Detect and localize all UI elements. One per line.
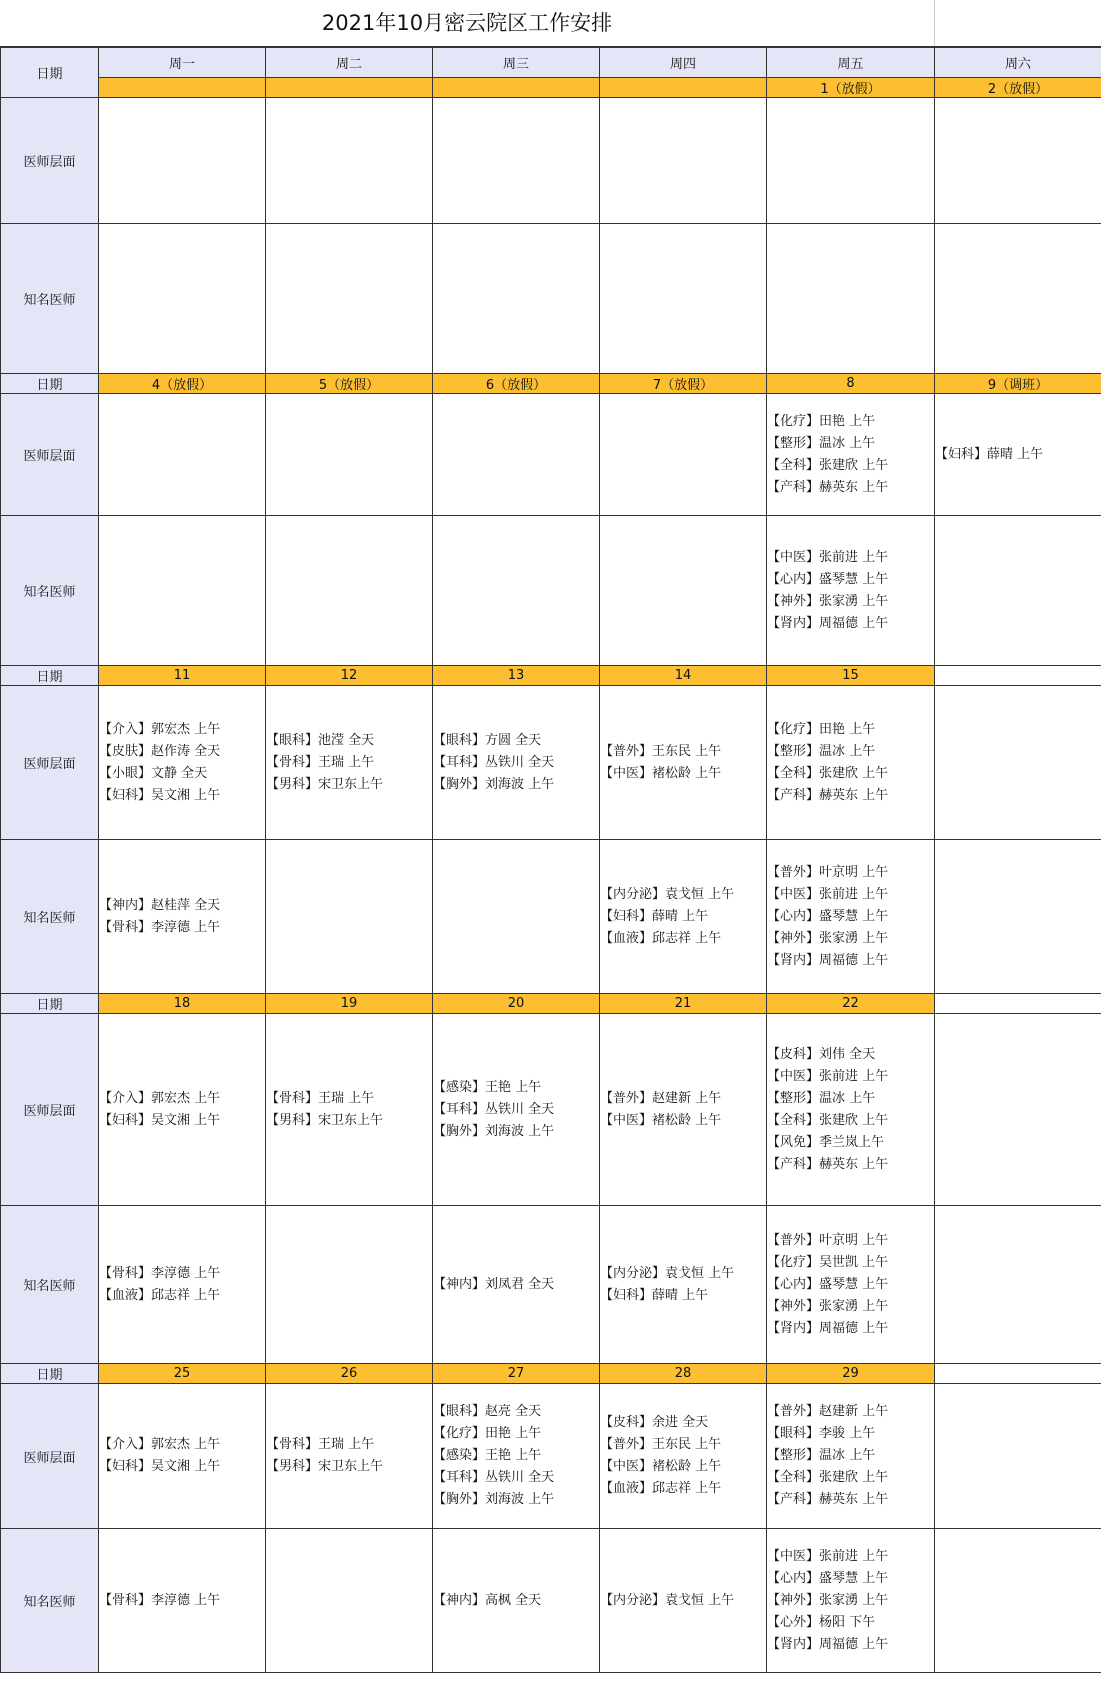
schedule-cell [433, 516, 600, 666]
schedule-cell [99, 394, 266, 516]
schedule-cell [767, 1384, 935, 1529]
date-label: 日期 [1, 374, 99, 394]
date-cell: 22 [767, 994, 935, 1014]
date-cell: 14 [600, 666, 767, 686]
schedule-entry: 【骨科】李淳德 上午 [99, 919, 221, 935]
schedule-entry: 【肾内】周福德 上午 [767, 1320, 889, 1336]
schedule-entry: 【妇科】薛晴 上午 [600, 908, 709, 924]
entry-list [99, 895, 265, 939]
schedule-entry: 【普外】赵建新 上午 [767, 1404, 889, 1419]
schedule-cell [266, 224, 433, 374]
date-row [1, 78, 1101, 98]
schedule-entry: 【整形】温冰 上午 [767, 743, 876, 759]
schedule-entry: 【眼科】方圆 全天 [433, 732, 542, 748]
schedule-entry: 【血液】邱志祥 上午 [600, 1481, 722, 1496]
date-cell [600, 78, 767, 98]
schedule-entry: 【神外】张家湧 上午 [767, 930, 889, 946]
schedule-entry: 【胸外】刘海波 上午 [433, 1123, 555, 1139]
entry-list [99, 1590, 265, 1612]
entry-list [600, 1412, 766, 1500]
schedule-entry: 【皮科】余进 全天 [600, 1415, 709, 1430]
entry-list [600, 884, 766, 950]
entry-list [99, 719, 265, 807]
schedule-cell [99, 98, 266, 224]
schedule-entry: 【中医】褚松龄 上午 [600, 1459, 722, 1474]
doctor-level-label: 医师层面 [1, 686, 99, 840]
schedule-entry: 【妇科】吴文湘 上午 [99, 1112, 221, 1128]
famous-doctor-label: 知名医师 [1, 840, 99, 994]
date-cell: 18 [99, 994, 266, 1014]
schedule-cell [266, 840, 433, 994]
schedule-entry: 【男科】宋卫东上午 [266, 1459, 384, 1474]
schedule-cell [433, 840, 600, 994]
entry-list [99, 1088, 265, 1132]
empty-cell [935, 840, 1101, 994]
schedule-entry: 【耳科】丛铁川 全天 [433, 1101, 555, 1117]
schedule-entry: 【妇科】薛晴 上午 [935, 446, 1044, 462]
schedule-cell [433, 224, 600, 374]
schedule-entry: 【普外】叶京明 上午 [767, 1232, 889, 1248]
entry-list [266, 1088, 432, 1132]
entry-list [935, 444, 1101, 466]
date-cell: 12 [266, 666, 433, 686]
entry-list [767, 862, 934, 972]
schedule-entry: 【全科】张建欣 上午 [767, 765, 889, 781]
date-cell: 7（放假） [600, 374, 767, 394]
schedule-cell [266, 98, 433, 224]
date-cell: 29 [767, 1364, 935, 1384]
date-cell: 13 [433, 666, 600, 686]
schedule-entry: 【男科】宋卫东上午 [266, 776, 384, 792]
schedule-entry: 【整形】温冰 上午 [767, 435, 876, 451]
weekday-header: 周一 [99, 48, 266, 78]
weekday-header-row [1, 48, 1101, 78]
schedule-cell [266, 516, 433, 666]
schedule-entry: 【妇科】吴文湘 上午 [99, 1459, 221, 1474]
schedule-entry: 【整形】温冰 上午 [767, 1090, 876, 1106]
schedule-cell [433, 1384, 600, 1529]
schedule-entry: 【肾内】周福德 上午 [767, 1636, 889, 1652]
schedule-entry: 【骨科】王瑞 上午 [266, 1090, 375, 1106]
schedule-cell [99, 224, 266, 374]
date-cell [266, 78, 433, 98]
schedule-entry: 【骨科】李淳德 上午 [99, 1265, 221, 1281]
famous-doctor-label: 知名医师 [1, 1529, 99, 1673]
schedule-entry: 【神内】刘凤君 全天 [433, 1276, 555, 1292]
schedule-entry: 【中医】张前进 上午 [767, 549, 889, 565]
schedule-entry: 【内分泌】袁戈恒 上午 [600, 886, 735, 902]
date-cell: 21 [600, 994, 767, 1014]
entry-list [767, 411, 934, 499]
schedule-cell [767, 686, 935, 840]
schedule-entry: 【神外】张家湧 上午 [767, 1298, 889, 1314]
schedule-entry: 【产科】赫英东 上午 [767, 1156, 889, 1172]
famous-doctor-label: 知名医师 [1, 516, 99, 666]
entry-list [433, 1274, 599, 1296]
schedule-entry: 【化疗】吴世凯 上午 [767, 1254, 889, 1270]
schedule-entry: 【眼科】池滢 全天 [266, 732, 375, 748]
schedule-cell [600, 1384, 767, 1529]
schedule-entry: 【眼科】赵亮 全天 [433, 1404, 542, 1419]
doctor-level-row [1, 394, 1101, 516]
date-row [1, 1364, 1101, 1384]
schedule-cell [935, 394, 1101, 516]
schedule-cell [600, 516, 767, 666]
schedule-cell [266, 1529, 433, 1673]
schedule-cell [767, 98, 935, 224]
schedule-cell [99, 1384, 266, 1529]
date-row [1, 374, 1101, 394]
title-row [0, 0, 1101, 47]
schedule-entry: 【肾内】周福德 上午 [767, 615, 889, 631]
schedule-entry: 【眼科】李骏 上午 [767, 1426, 876, 1441]
schedule-cell [935, 98, 1101, 224]
schedule-cell [433, 1529, 600, 1673]
weekday-header: 周二 [266, 48, 433, 78]
schedule-entry: 【整形】温冰 上午 [767, 1448, 876, 1463]
schedule-entry: 【耳科】丛铁川 全天 [433, 754, 555, 770]
date-cell: 15 [767, 666, 935, 686]
doctor-level-row [1, 1384, 1101, 1529]
schedule-cell [433, 1206, 600, 1364]
date-cell: 1（放假） [767, 78, 935, 98]
date-cell: 6（放假） [433, 374, 600, 394]
schedule-cell [600, 394, 767, 516]
famous-doctor-label: 知名医师 [1, 224, 99, 374]
schedule-entry: 【心外】杨阳 下午 [767, 1614, 876, 1630]
date-cell: 2（放假） [935, 78, 1101, 98]
doctor-level-row [1, 686, 1101, 840]
empty-cell [935, 1206, 1101, 1364]
empty-cell [935, 994, 1101, 1014]
schedule-entry: 【介入】郭宏杰 上午 [99, 721, 221, 737]
schedule-entry: 【小眼】文静 全天 [99, 765, 208, 781]
schedule-entry: 【普外】王东民 上午 [600, 1437, 722, 1452]
schedule-entry: 【中医】张前进 上午 [767, 886, 889, 902]
schedule-entry: 【感染】王艳 上午 [433, 1448, 542, 1463]
schedule-entry: 【中医】褚松龄 上午 [600, 1112, 722, 1128]
doctor-level-label: 医师层面 [1, 1384, 99, 1529]
schedule-cell [600, 1529, 767, 1673]
schedule-cell [767, 394, 935, 516]
schedule-entry: 【化疗】田艳 上午 [433, 1426, 542, 1441]
schedule-entry: 【皮科】刘伟 全天 [767, 1046, 876, 1062]
doctor-level-label: 医师层面 [1, 1014, 99, 1206]
date-cell: 27 [433, 1364, 600, 1384]
schedule-entry: 【中医】褚松龄 上午 [600, 765, 722, 781]
famous-doctor-row [1, 840, 1101, 994]
page-title: 2021年10月密云院区工作安排 [321, 11, 613, 35]
schedule-cell [600, 224, 767, 374]
weekday-header: 周三 [433, 48, 600, 78]
schedule-entry: 【胸外】刘海波 上午 [433, 1492, 555, 1507]
schedule-cell [600, 840, 767, 994]
weekday-header: 周六 [935, 48, 1101, 78]
schedule-cell [600, 686, 767, 840]
date-cell: 26 [266, 1364, 433, 1384]
famous-doctor-row [1, 1529, 1101, 1673]
date-cell: 4（放假） [99, 374, 266, 394]
schedule-entry: 【中医】张前进 上午 [767, 1068, 889, 1084]
empty-cell [935, 1364, 1101, 1384]
schedule-cell [266, 1206, 433, 1364]
date-row [1, 666, 1101, 686]
schedule-cell [99, 1529, 266, 1673]
schedule-entry: 【胸外】刘海波 上午 [433, 776, 555, 792]
schedule-entry: 【介入】郭宏杰 上午 [99, 1437, 221, 1452]
schedule-entry: 【骨科】王瑞 上午 [266, 754, 375, 770]
entry-list [600, 741, 766, 785]
schedule-cell [266, 686, 433, 840]
schedule-cell [935, 224, 1101, 374]
entry-list [99, 1434, 265, 1478]
schedule-cell [266, 394, 433, 516]
doctor-level-label: 医师层面 [1, 98, 99, 224]
schedule-cell [433, 394, 600, 516]
entry-list [767, 719, 934, 807]
schedule-cell [433, 1014, 600, 1206]
doctor-level-row [1, 98, 1101, 224]
schedule-entry: 【中医】张前进 上午 [767, 1548, 889, 1564]
schedule-entry: 【全科】张建欣 上午 [767, 1112, 889, 1128]
date-cell [99, 78, 266, 98]
schedule-entry: 【妇科】薛晴 上午 [600, 1287, 709, 1303]
entry-list [433, 1590, 599, 1612]
entry-list [266, 1434, 432, 1478]
schedule-cell [99, 1014, 266, 1206]
empty-cell [935, 1384, 1101, 1529]
schedule-entry: 【神外】张家湧 上午 [767, 593, 889, 609]
schedule-cell [767, 224, 935, 374]
schedule-entry: 【骨科】王瑞 上午 [266, 1437, 375, 1452]
schedule-cell [767, 516, 935, 666]
schedule-cell [600, 98, 767, 224]
schedule-entry: 【产科】赫英东 上午 [767, 787, 889, 803]
schedule-entry: 【男科】宋卫东上午 [266, 1112, 384, 1128]
schedule-cell [433, 98, 600, 224]
schedule-cell [99, 516, 266, 666]
famous-doctor-row [1, 224, 1101, 374]
schedule-cell [600, 1014, 767, 1206]
schedule-entry: 【神内】高枫 全天 [433, 1592, 542, 1608]
schedule-entry: 【普外】王东民 上午 [600, 743, 722, 759]
schedule-entry: 【产科】赫英东 上午 [767, 1492, 889, 1507]
empty-cell [935, 686, 1101, 840]
entry-list [767, 1401, 934, 1511]
entry-list [433, 1077, 599, 1143]
schedule-entry: 【血液】邱志祥 上午 [99, 1287, 221, 1303]
entry-list [600, 1263, 766, 1307]
empty-cell [935, 1529, 1101, 1673]
date-cell: 20 [433, 994, 600, 1014]
schedule-entry: 【心内】盛琴慧 上午 [767, 571, 889, 587]
schedule-entry: 【神内】赵桂萍 全天 [99, 897, 221, 913]
schedule-entry: 【介入】郭宏杰 上午 [99, 1090, 221, 1106]
date-label: 日期 [1, 666, 99, 686]
schedule-entry: 【产科】赫英东 上午 [767, 479, 889, 495]
entry-list [767, 1230, 934, 1340]
schedule-entry: 【全科】张建欣 上午 [767, 457, 889, 473]
schedule-entry: 【化疗】田艳 上午 [767, 721, 876, 737]
famous-doctor-row [1, 1206, 1101, 1364]
schedule-entry: 【皮肤】赵作涛 全天 [99, 743, 221, 759]
entry-list [767, 1044, 934, 1176]
schedule-entry: 【风免】季兰岚上午 [767, 1134, 885, 1150]
schedule-entry: 【全科】张建欣 上午 [767, 1470, 889, 1485]
date-cell: 5（放假） [266, 374, 433, 394]
schedule-cell [767, 1014, 935, 1206]
schedule-entry: 【内分泌】袁戈恒 上午 [600, 1592, 735, 1608]
schedule-cell [433, 686, 600, 840]
weekday-header: 周四 [600, 48, 767, 78]
schedule-cell [600, 1206, 767, 1364]
entry-list [99, 1263, 265, 1307]
schedule-entry: 【普外】赵建新 上午 [600, 1090, 722, 1106]
date-cell: 9（调班） [935, 374, 1101, 394]
entry-list [767, 1546, 934, 1656]
date-cell: 8 [767, 374, 935, 394]
date-label: 日期 [1, 994, 99, 1014]
date-cell: 19 [266, 994, 433, 1014]
schedule-cell [767, 840, 935, 994]
date-cell: 25 [99, 1364, 266, 1384]
schedule-entry: 【内分泌】袁戈恒 上午 [600, 1265, 735, 1281]
schedule-cell [935, 516, 1101, 666]
schedule-cell [767, 1529, 935, 1673]
schedule-cell [266, 1014, 433, 1206]
doctor-level-label: 医师层面 [1, 394, 99, 516]
date-cell: 11 [99, 666, 266, 686]
empty-cell [935, 1014, 1101, 1206]
doctor-level-row [1, 1014, 1101, 1206]
weekday-header: 周五 [767, 48, 935, 78]
schedule-cell [767, 1206, 935, 1364]
entry-list [266, 730, 432, 796]
schedule-cell [99, 686, 266, 840]
date-cell [433, 78, 600, 98]
schedule-cell [266, 1384, 433, 1529]
famous-doctor-row [1, 516, 1101, 666]
schedule-entry: 【普外】叶京明 上午 [767, 864, 889, 880]
title-cell-divider [934, 0, 935, 46]
schedule-entry: 【心内】盛琴慧 上午 [767, 1570, 889, 1586]
entry-list [433, 730, 599, 796]
schedule-entry: 【肾内】周福德 上午 [767, 952, 889, 968]
schedule-table [0, 47, 1101, 1673]
schedule-entry: 【神外】张家湧 上午 [767, 1592, 889, 1608]
date-label: 日期 [1, 1364, 99, 1384]
schedule-cell [99, 840, 266, 994]
empty-cell [935, 666, 1101, 686]
schedule-entry: 【妇科】吴文湘 上午 [99, 787, 221, 803]
schedule-entry: 【心内】盛琴慧 上午 [767, 908, 889, 924]
entry-list [600, 1088, 766, 1132]
entry-list [600, 1590, 766, 1612]
date-cell: 28 [600, 1364, 767, 1384]
schedule-entry: 【化疗】田艳 上午 [767, 413, 876, 429]
entry-list [767, 547, 934, 635]
schedule-entry: 【血液】邱志祥 上午 [600, 930, 722, 946]
date-row [1, 994, 1101, 1014]
date-label: 日期 [1, 48, 99, 98]
schedule-entry: 【耳科】丛铁川 全天 [433, 1470, 555, 1485]
schedule-cell [99, 1206, 266, 1364]
famous-doctor-label: 知名医师 [1, 1206, 99, 1364]
schedule-entry: 【心内】盛琴慧 上午 [767, 1276, 889, 1292]
schedule-entry: 【骨科】李淳德 上午 [99, 1592, 221, 1608]
entry-list [433, 1401, 599, 1511]
schedule-entry: 【感染】王艳 上午 [433, 1079, 542, 1095]
